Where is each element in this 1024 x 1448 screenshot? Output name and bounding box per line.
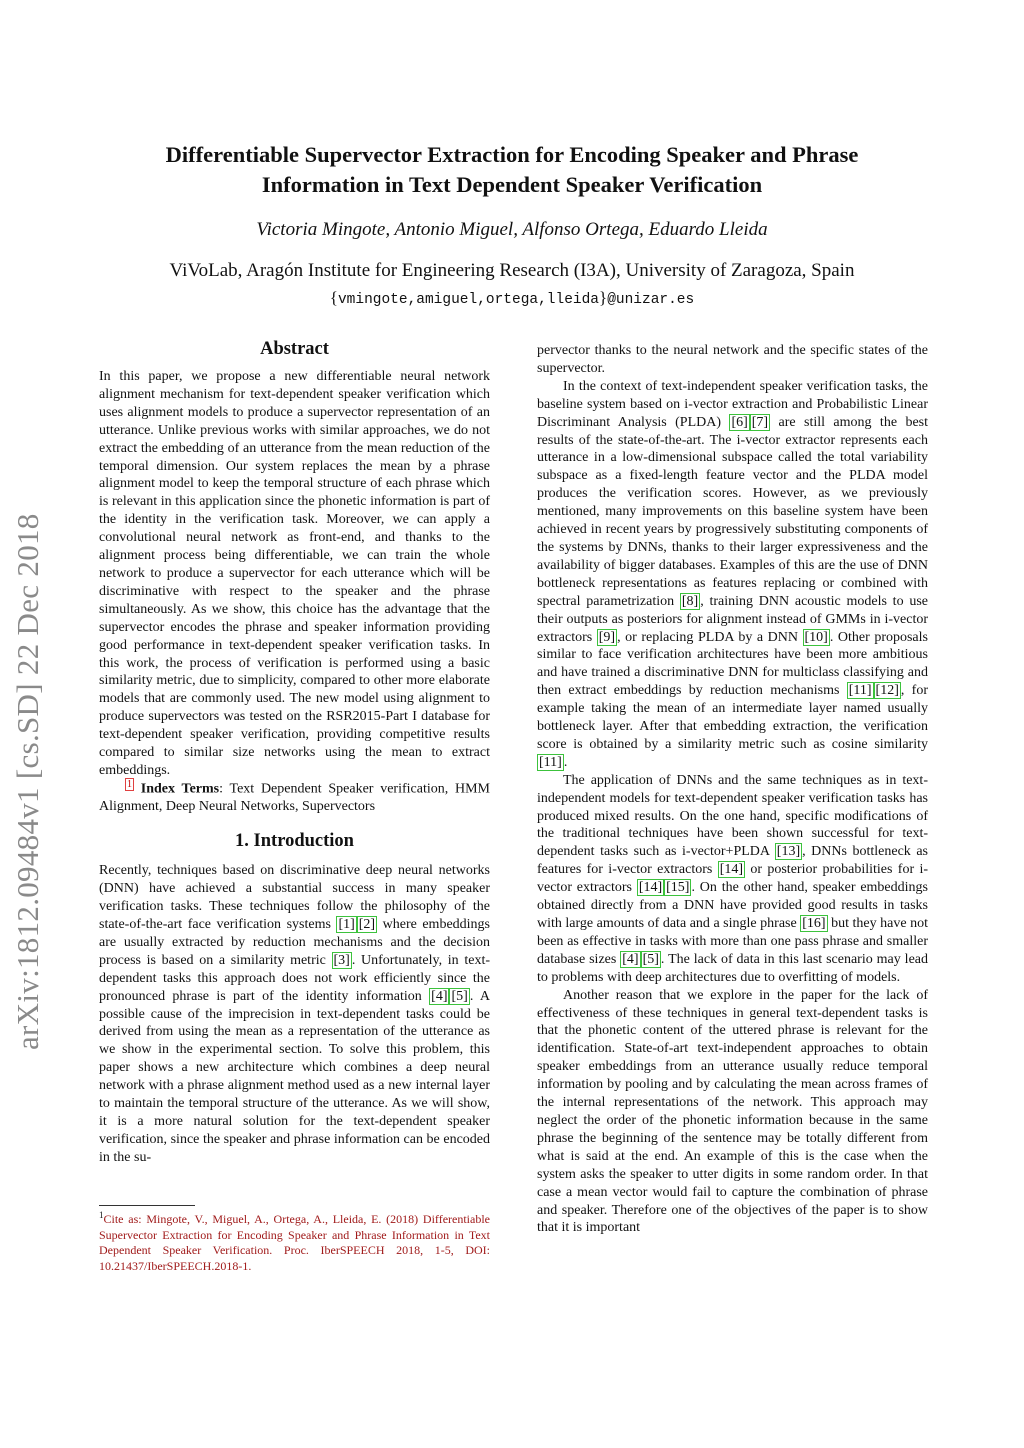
footnote-rule xyxy=(99,1205,195,1206)
author-list: Victoria Mingote, Antonio Miguel, Alfonso Ortega, Eduardo Lleida xyxy=(256,219,768,240)
text-run: or posterior probabilities for i-vector extractors xyxy=(537,862,928,896)
title-line-1: Differentiable Supervector Extraction for Encoding Speaker and Phrase xyxy=(165,142,859,167)
footnote-number: 1 xyxy=(99,1210,104,1220)
left-column xyxy=(99,337,490,1167)
citation-link[interactable]: [4] xyxy=(622,951,639,967)
citation-link[interactable]: [3] xyxy=(333,952,350,968)
text-run: , training DNN acoustic models to use their outputs as posteriors for alignment instead of GMMs in i-vector extractors xyxy=(537,593,928,645)
arxiv-identifier: arXiv:1812.09484v1 [cs.SD] 22 Dec 2018 xyxy=(10,513,45,1050)
paragraph-dnn-application xyxy=(537,772,928,987)
abstract-heading: Abstract xyxy=(260,339,329,359)
paragraph-phonetic-content: Another reason that we explore in the paper for the lack of effectiveness of these techniques in general text-dependent tasks is that the phonetic content of the uttered phrase is relevant for the identification. State-of-art text-independent approaches to obtain speaker embeddings from an utterance usually reduce temporal information by pooling and by calculating the mean across frames of the internal representations of the network. This approach may neglect the order of the phonetic information because in the same phrase the beginning of the sentence may be totally different from what is said at the end. An example of this is the case when the system asks the speaker to utter digits in some random order. In that case a mean vector would fail to capture the combination of phrase and speaker. Therefore one of the objectives of the paper is to show that it is important xyxy=(537,987,928,1236)
title-line-2: Information in Text Dependent Speaker Verification xyxy=(261,172,763,197)
right-column xyxy=(537,342,928,1237)
citation-link[interactable]: [4] xyxy=(431,988,448,1004)
footnote xyxy=(99,1208,490,1274)
citation-link[interactable]: [1] xyxy=(338,917,355,933)
citation-link[interactable]: [2] xyxy=(358,917,376,933)
index-terms-label: Index Terms xyxy=(140,781,220,797)
citation-link[interactable]: [14] xyxy=(719,862,744,878)
text-run: where embeddings are usually extracted by reduction mechanisms and the decision process is based on a similarity metric xyxy=(99,917,490,968)
text-run: Recently, techniques based on discriminative deep neural networks (DNN) have achieved a substantial success in many speaker verification tasks. These techniques follow the philosophy of the state-of-the-art face verification systems xyxy=(99,863,490,933)
citation-link[interactable]: [10] xyxy=(804,629,828,645)
citation-link[interactable]: [13] xyxy=(776,844,801,860)
citation-link[interactable]: [11] xyxy=(539,754,562,770)
continued-paragraph: pervector thanks to the neural network and the specific states of the supervector. xyxy=(537,343,928,376)
citation-link[interactable]: [11] xyxy=(848,683,872,699)
text-run: . Unfortunately, in text-dependent tasks this approach does not work efficiently since the pronounced phrase is part of the identity information xyxy=(99,952,490,1004)
citation-link[interactable]: [9] xyxy=(598,629,616,645)
affiliation: ViVoLab, Aragón Institute for Engineering Research (I3A), University of Zaragoza, Spain xyxy=(169,260,855,281)
abstract-text: In this paper, we propose a new differentiable neural network alignment mechanism for text-dependent speaker verification which uses alignment models to produce a supervector representation of an utterance. Unlike previous works with similar approaches, we do not extract the embedding of an utterance from the mean reduction of the temporal dimension. Our system replaces the mean by a phrase alignment model to keep the temporal structure of each phrase which is relevant in this application since the phonetic information is part of the identity in the verification task. Moreover, we can apply a convolutional neural network as front-end, and thanks to the alignment process being differentiable, we can train the whole network to produce a supervector for each utterance which will be discriminative with respect to the speaker and the phrase simultaneously. As we show, this choice has the advantage that the supervector encodes the phrase and speaker information providing good performance in text-dependent speaker verification tasks. In this work, the process of verification is performed using a basic similarity metric, due to simplicity, compared to other more elaborate models that are commonly used. The new model using alignment to produce supervectors was tested on the RSR2015-Part I database for text-dependent speaker verification, providing competitive results compared to similar size networks using the mean to extract embeddings. xyxy=(99,369,490,778)
intro-paragraph xyxy=(99,862,490,1166)
text-run: . On the other hand, speaker embeddings obtained directly from a DNN have provided good results in tasks with large amounts of data and a single phrase xyxy=(537,880,928,931)
citation-link[interactable]: [16] xyxy=(802,916,826,931)
introduction-heading: 1. Introduction xyxy=(235,831,354,852)
footnote-text[interactable]: Cite as: Mingote, V., Miguel, A., Ortega, A., Lleida, E. (2018) Differentiable Supervector Extraction for Encoding Speaker and Phrase Information in Text Dependent Speaker Verification. Proc. IberSPEECH 2018, 1-5, DOI: 10.21437/IberSPEECH.2018-1. xyxy=(99,1212,490,1273)
footnote-link[interactable]: 1 xyxy=(127,778,132,790)
text-run: The application of DNNs and the same techniques as in text-independent models for text-dependent speaker verification tasks has produced mixed results. On the one hand, specific modifications of the traditional techniques have been shown successful for text-dependent tasks such as i-vector+PLDA xyxy=(537,772,928,860)
citation-link[interactable]: [14] xyxy=(638,880,663,896)
citation-link[interactable]: [8] xyxy=(681,593,699,609)
paragraph-ivector xyxy=(537,378,928,772)
author-emails xyxy=(100,288,924,308)
paper-title xyxy=(100,140,924,200)
text-run: , for example taking the mean of an intermediate layer named usually bottleneck layer. After that embedding extraction, the verification score is obtained by a similarity metric such as cosine similarity xyxy=(537,683,929,752)
index-terms xyxy=(99,780,490,816)
citation-link[interactable]: [15] xyxy=(666,880,690,896)
text-run: are still among the best results of the state-of-the-art. The i-vector extractor represents each utterance in a low-dimensional subspace called the total variability subspace as a fixed-length feature vector and the PLDA model produces the verification scores. However, as we previously mentioned, many improvements on this baseline system have been achieved in recent years by progressively substituting components of the systems by DNNs, thanks to their larger expressiveness and the availability of bigger databases. Examples of this are the use of DNN bottleneck representations as features replacing or combined with spectral parametrization xyxy=(537,414,928,609)
index-terms-list: : Text Dependent Speaker verification, HMM Alignment, Deep Neural Networks, Supervectors xyxy=(99,781,491,815)
citation-link[interactable]: [5] xyxy=(642,951,659,967)
text-run: but they have not been as effective in tasks with more than one pass phrase and smaller database sizes xyxy=(537,916,928,967)
email-domain: @unizar.es xyxy=(607,292,695,308)
citation-link[interactable]: [5] xyxy=(451,988,468,1004)
text-run: . Other proposals similar to face verification architectures have been more ambitious and have trained a discriminative DNN for multiclass classifying and then extract embeddings by reduction mechanisms xyxy=(537,629,928,699)
text-run: . A possible cause of the imprecision in text-dependent tasks could be derived from using the mean as a representation of the utterance as we show in the experimental section. To solve this problem, this paper shows a new architecture which combines a deep neural network with a phrase alignment method used as a new internal layer to maintain the temporal structure of the utterance. As we will show, it is a more natural solution for the text-dependent speaker verification, since the speaker and phrase information can be encoded in the su- xyxy=(99,988,490,1165)
citation-link[interactable]: [6] xyxy=(731,414,748,430)
email-brace-close: } xyxy=(599,288,608,307)
email-brace-open: { xyxy=(329,288,338,307)
text-run: , DNNs bottleneck as features for i-vector extractors xyxy=(537,844,928,878)
text-run: . The lack of data in this last scenario may lead to problems with deep architectures due to overfitting of models. xyxy=(537,951,928,985)
text-run: In the context of text-independent speaker verification tasks, the baseline system based on i-vector extraction and Probabilistic Linear Discriminant Analysis (PLDA) xyxy=(537,378,928,430)
citation-link[interactable]: [12] xyxy=(875,683,899,699)
text-run: , or replacing PLDA by a DNN xyxy=(617,629,803,645)
email-users: vmingote,amiguel,ortega,lleida xyxy=(337,292,600,308)
text-run: . xyxy=(563,754,568,770)
citation-link[interactable]: [7] xyxy=(751,414,769,430)
